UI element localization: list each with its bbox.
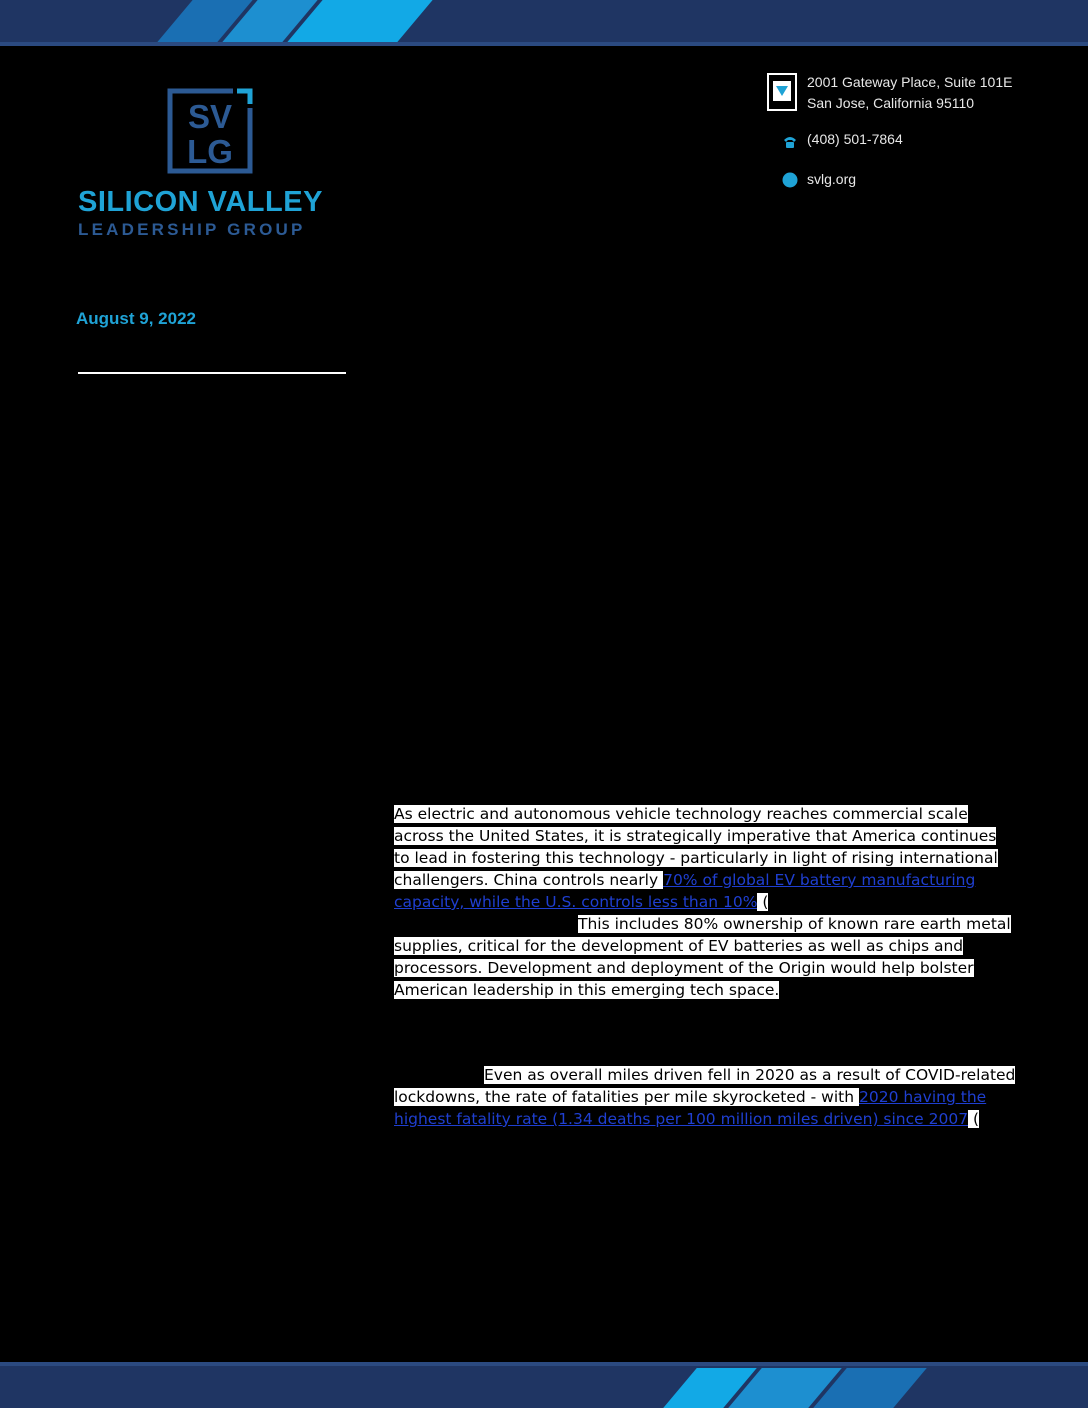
phone-number[interactable]: (408) 501-7864 bbox=[807, 131, 903, 147]
logo-name: SILICON VALLEY bbox=[78, 186, 323, 218]
website-link[interactable]: svlg.org bbox=[807, 171, 857, 187]
fatality-rate-link[interactable]: 2020 having the highest fatality rate (1.34 deaths per 100 million miles driven) since 2007 bbox=[394, 1088, 987, 1128]
location-icon bbox=[767, 73, 797, 111]
paragraph-fatality-rate bbox=[394, 1064, 1016, 1130]
paragraph-ev-leadership bbox=[394, 803, 1016, 1001]
paragraph-text: ( bbox=[968, 1110, 980, 1128]
svlg-logo-mark bbox=[167, 88, 253, 174]
paragraph-text: This includes 80% ownership of known rare earth metal supplies, critical for the development of EV batteries as well as chips and processors. Development and deployment of the Origin would help bolster American leadership in this emerging tech space. bbox=[394, 915, 1011, 999]
letter-date: August 9, 2022 bbox=[76, 309, 196, 328]
date-divider bbox=[78, 372, 346, 374]
globe-icon bbox=[782, 172, 798, 188]
header-banner bbox=[0, 0, 1088, 46]
footer-banner bbox=[0, 1362, 1088, 1408]
logo-subtitle: LEADERSHIP GROUP bbox=[78, 220, 306, 239]
paragraph-text: ( bbox=[757, 893, 769, 911]
logo-mark-top: SV bbox=[187, 98, 233, 135]
phone-icon bbox=[782, 134, 798, 150]
address-line-1: 2001 Gateway Place, Suite 101E bbox=[807, 74, 1013, 90]
paragraph-text: Even as overall miles driven fell in 2020 as a result of COVID-related lockdowns, the rate of fatalities per mile skyrocketed - with bbox=[394, 1066, 1016, 1106]
address-line-2: San Jose, California 95110 bbox=[807, 95, 975, 111]
address-block bbox=[807, 72, 1012, 114]
ev-battery-capacity-link[interactable]: 70% of global EV battery manufacturing capacity, while the U.S. controls less than 10% bbox=[394, 871, 976, 911]
logo-mark-bottom: LG bbox=[187, 133, 233, 170]
paragraph-text: As electric and autonomous vehicle technology reaches commercial scale across the United States, it is strategically imperative that America continues to lead in fostering this technology - particularly in light of rising international challengers. China controls nearly bbox=[394, 805, 998, 889]
